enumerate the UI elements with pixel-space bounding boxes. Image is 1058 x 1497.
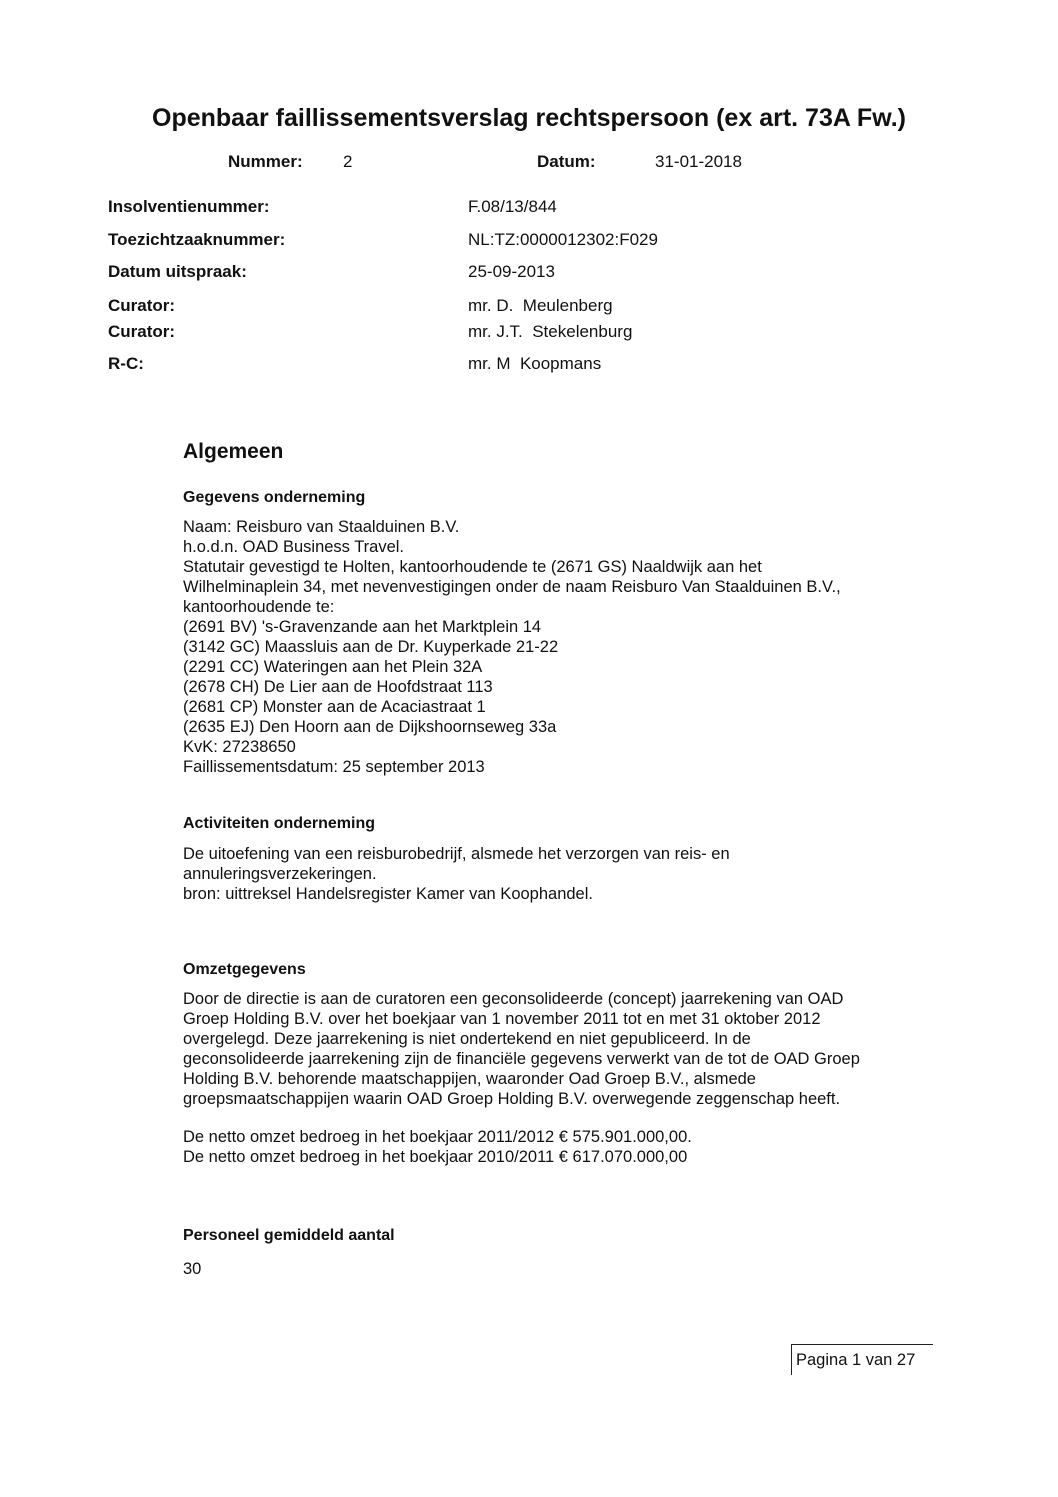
meta-value-curator-1: mr. D. Meulenberg [468, 296, 613, 315]
text-line: Groep Holding B.V. over het boekjaar van 1 november 2011 tot en met 31 oktober 2012 [183, 1010, 821, 1028]
text-line: Holding B.V. behorende maatschappijen, waaronder Oad Groep B.V., alsmede [183, 1070, 756, 1088]
meta-value-rc: mr. M Koopmans [468, 354, 602, 373]
text-line: Door de directie is aan de curatoren een geconsolideerde (concept) jaarrekening van OAD [183, 990, 844, 1008]
text-line: (2291 CC) Wateringen aan het Plein 32A [183, 658, 483, 676]
heading-omzetgegevens: Omzetgegevens [183, 961, 306, 978]
text-line: KvK: 27238650 [183, 738, 296, 756]
heading-gegevens-onderneming: Gegevens onderneming [183, 489, 366, 506]
text-line: geconsolideerde jaarrekening zijn de financiële gegevens verwerkt van de tot de OAD Groep [183, 1050, 860, 1068]
meta-label-curator-1: Curator: [108, 296, 176, 315]
meta-label-toezichtzaaknummer: Toezichtzaaknummer: [108, 230, 286, 249]
paragraph-gap [183, 1109, 943, 1127]
datum-value: 31-01-2018 [655, 152, 742, 171]
meta-label-curator-2: Curator: [108, 322, 176, 341]
text-line: Wilhelminaplein 34, met nevenvestigingen onder de naam Reisburo Van Staalduinen B.V., [183, 578, 841, 596]
omzetgegevens-text [183, 989, 943, 1167]
text-line: h.o.d.n. OAD Business Travel. [183, 538, 405, 556]
gegevens-onderneming-text [183, 517, 943, 777]
text-line: bron: uittreksel Handelsregister Kamer van Koophandel. [183, 885, 593, 903]
text-line: overgelegd. Deze jaarrekening is niet ondertekend en niet gepubliceerd. In de [183, 1030, 751, 1048]
heading-activiteiten-onderneming: Activiteiten onderneming [183, 815, 376, 832]
meta-label-insolventienummer: Insolventienummer: [108, 197, 270, 216]
nummer-value: 2 [343, 152, 353, 171]
text-line: (2681 CP) Monster aan de Acaciastraat 1 [183, 698, 486, 716]
nummer-label: Nummer: [228, 152, 303, 171]
section-title-algemeen: Algemeen [183, 440, 284, 463]
text-line: groepsmaatschappijen waarin OAD Groep Holding B.V. overwegende zeggenschap heeft. [183, 1090, 841, 1108]
text-line: Faillissementsdatum: 25 september 2013 [183, 758, 485, 776]
text-line: (2635 EJ) Den Hoorn aan de Dijkshoornseweg 33a [183, 718, 557, 736]
text-line: annuleringsverzekeringen. [183, 865, 377, 883]
meta-value-insolventienummer: F.08/13/844 [468, 197, 557, 216]
meta-label-rc: R-C: [108, 354, 144, 373]
meta-value-curator-2: mr. J.T. Stekelenburg [468, 322, 633, 341]
text-line: (2691 BV) 's-Gravenzande aan het Marktplein 14 [183, 618, 542, 636]
text-line: De netto omzet bedroeg in het boekjaar 2011/2012 € 575.901.000,00. [183, 1128, 692, 1146]
page-number: Pagina 1 van 27 [791, 1344, 933, 1375]
heading-personeel: Personeel gemiddeld aantal [183, 1227, 395, 1244]
text-line: Statutair gevestigd te Holten, kantoorhoudende te (2671 GS) Naaldwijk aan het [183, 558, 762, 576]
text-line: kantoorhoudende te: [183, 598, 335, 616]
text-line: De uitoefening van een reisburobedrijf, alsmede het verzorgen van reis- en [183, 845, 730, 863]
document-title: Openbaar faillissementsverslag rechtspersoon (ex art. 73A Fw.) [152, 104, 906, 132]
datum-label: Datum: [537, 152, 596, 171]
meta-value-toezichtzaaknummer: NL:TZ:0000012302:F029 [468, 230, 658, 249]
personeel-value: 30 [183, 1260, 202, 1278]
meta-value-datum-uitspraak: 25-09-2013 [468, 262, 555, 281]
text-line: (2678 CH) De Lier aan de Hoofdstraat 113 [183, 678, 493, 696]
text-line: (3142 GC) Maassluis aan de Dr. Kuyperkade 21-22 [183, 638, 559, 656]
activiteiten-onderneming-text [183, 844, 943, 904]
meta-label-datum-uitspraak: Datum uitspraak: [108, 262, 247, 281]
text-line: De netto omzet bedroeg in het boekjaar 2010/2011 € 617.070.000,00 [183, 1148, 688, 1166]
text-line: Naam: Reisburo van Staalduinen B.V. [183, 518, 460, 536]
